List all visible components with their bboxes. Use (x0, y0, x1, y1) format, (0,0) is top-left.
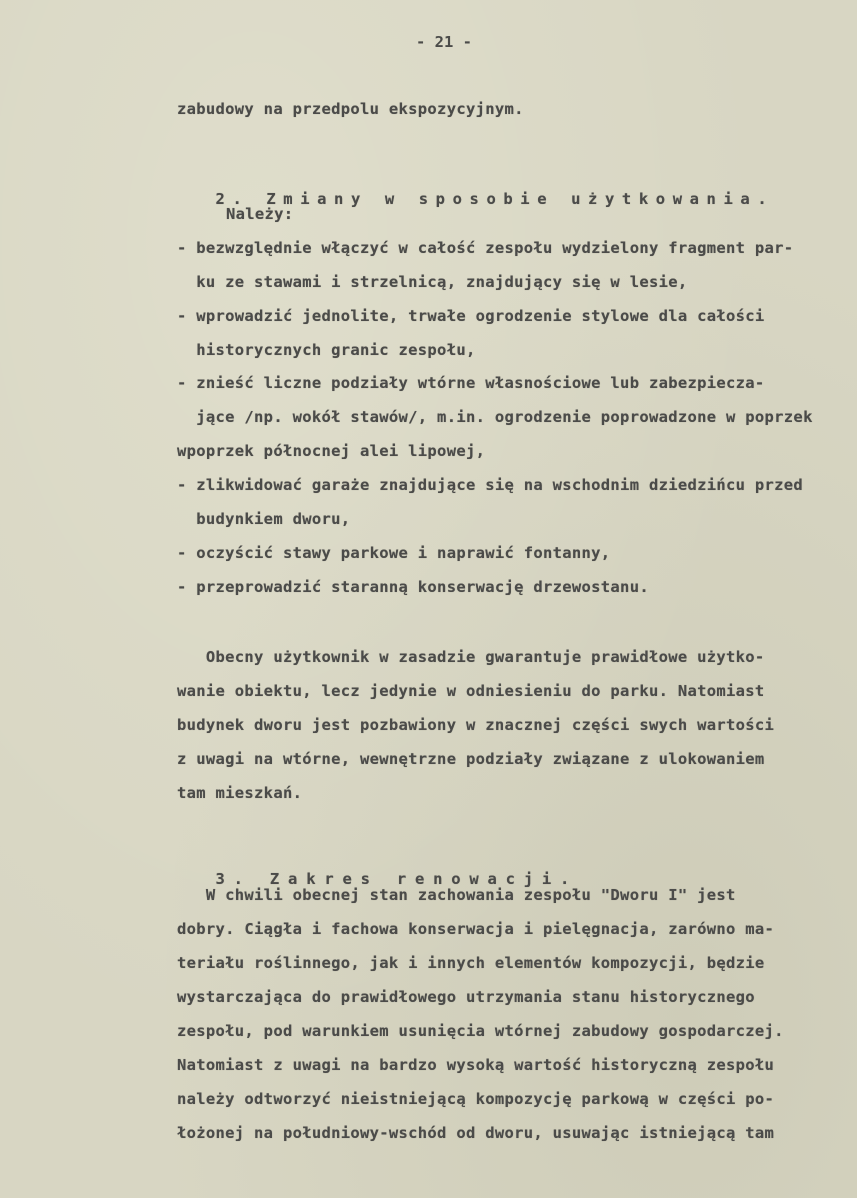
section-2-line: ku ze stawami i strzelnicą, znajdujący się w lesie, (177, 273, 688, 291)
section-3-line: należy odtworzyć nieistniejącą kompozycję parkową w części po- (177, 1090, 775, 1108)
section-3-line: łożonej na południowy-wschód od dworu, usuwając istniejącą tam (177, 1124, 775, 1142)
section-2-line: - wprowadzić jednolite, trwałe ogrodzenie stylowe dla całości (177, 307, 765, 325)
section-2-line: wpoprzek północnej alei lipowej, (177, 442, 486, 460)
page-number: - 21 - (416, 33, 472, 51)
section-3-heading-text: 3. Zakres renowacji. (215, 870, 579, 888)
paragraph-line: z uwagi na wtórne, wewnętrzne podziały związane z ulokowaniem (177, 750, 765, 768)
paragraph-line: Obecny użytkownik w zasadzie gwarantuje prawidłowe użytko- (177, 648, 765, 666)
section-2-line: jące /np. wokół stawów/, m.in. ogrodzenie poprowadzone w poprzek (177, 408, 813, 426)
section-3-line: wystarczająca do prawidłowego utrzymania stanu historycznego (177, 988, 755, 1006)
paragraph-line: wanie obiektu, lecz jedynie w odniesieniu do parku. Natomiast (177, 682, 765, 700)
section-3-line: dobry. Ciągła i fachowa konserwacja i pielęgnacja, zarówno ma- (177, 920, 775, 938)
section-2-line: - zlikwidować garaże znajdujące się na wschodnim dziedzińcu przed (177, 476, 804, 494)
section-2-heading-text: 2. Zmiany w sposobie użytkowania. (215, 190, 775, 208)
section-2-line: - przeprowadzić staranną konserwację drzewostanu. (177, 578, 649, 596)
section-2-line: budynkiem dworu, (177, 510, 351, 528)
section-2-line: - oczyścić stawy parkowe i naprawić fontanny, (177, 544, 611, 562)
section-3-line: W chwili obecnej stan zachowania zespołu "Dworu I" jest (177, 886, 736, 904)
section-2-line: - znieść liczne podziały wtórne własnościowe lub zabezpiecza- (177, 374, 765, 392)
section-3-line: Natomiast z uwagi na bardzo wysoką wartość historyczną zespołu (177, 1056, 775, 1074)
intro-line: zabudowy na przedpolu ekspozycyjnym. (177, 100, 524, 118)
section-2-line: - bezwzględnie włączyć w całość zespołu wydzielony fragment par- (177, 239, 794, 257)
section-2-lead: Należy: (226, 205, 294, 223)
section-3-line: zespołu, pod warunkiem usunięcia wtórnej zabudowy gospodarczej. (177, 1022, 784, 1040)
paragraph-line: budynek dworu jest pozbawiony w znacznej części swych wartości (177, 716, 775, 734)
paragraph-line: tam mieszkań. (177, 784, 303, 802)
section-3-line: teriału roślinnego, jak i innych elementów kompozycji, będzie (177, 954, 765, 972)
section-2-line: historycznych granic zespołu, (177, 341, 476, 359)
